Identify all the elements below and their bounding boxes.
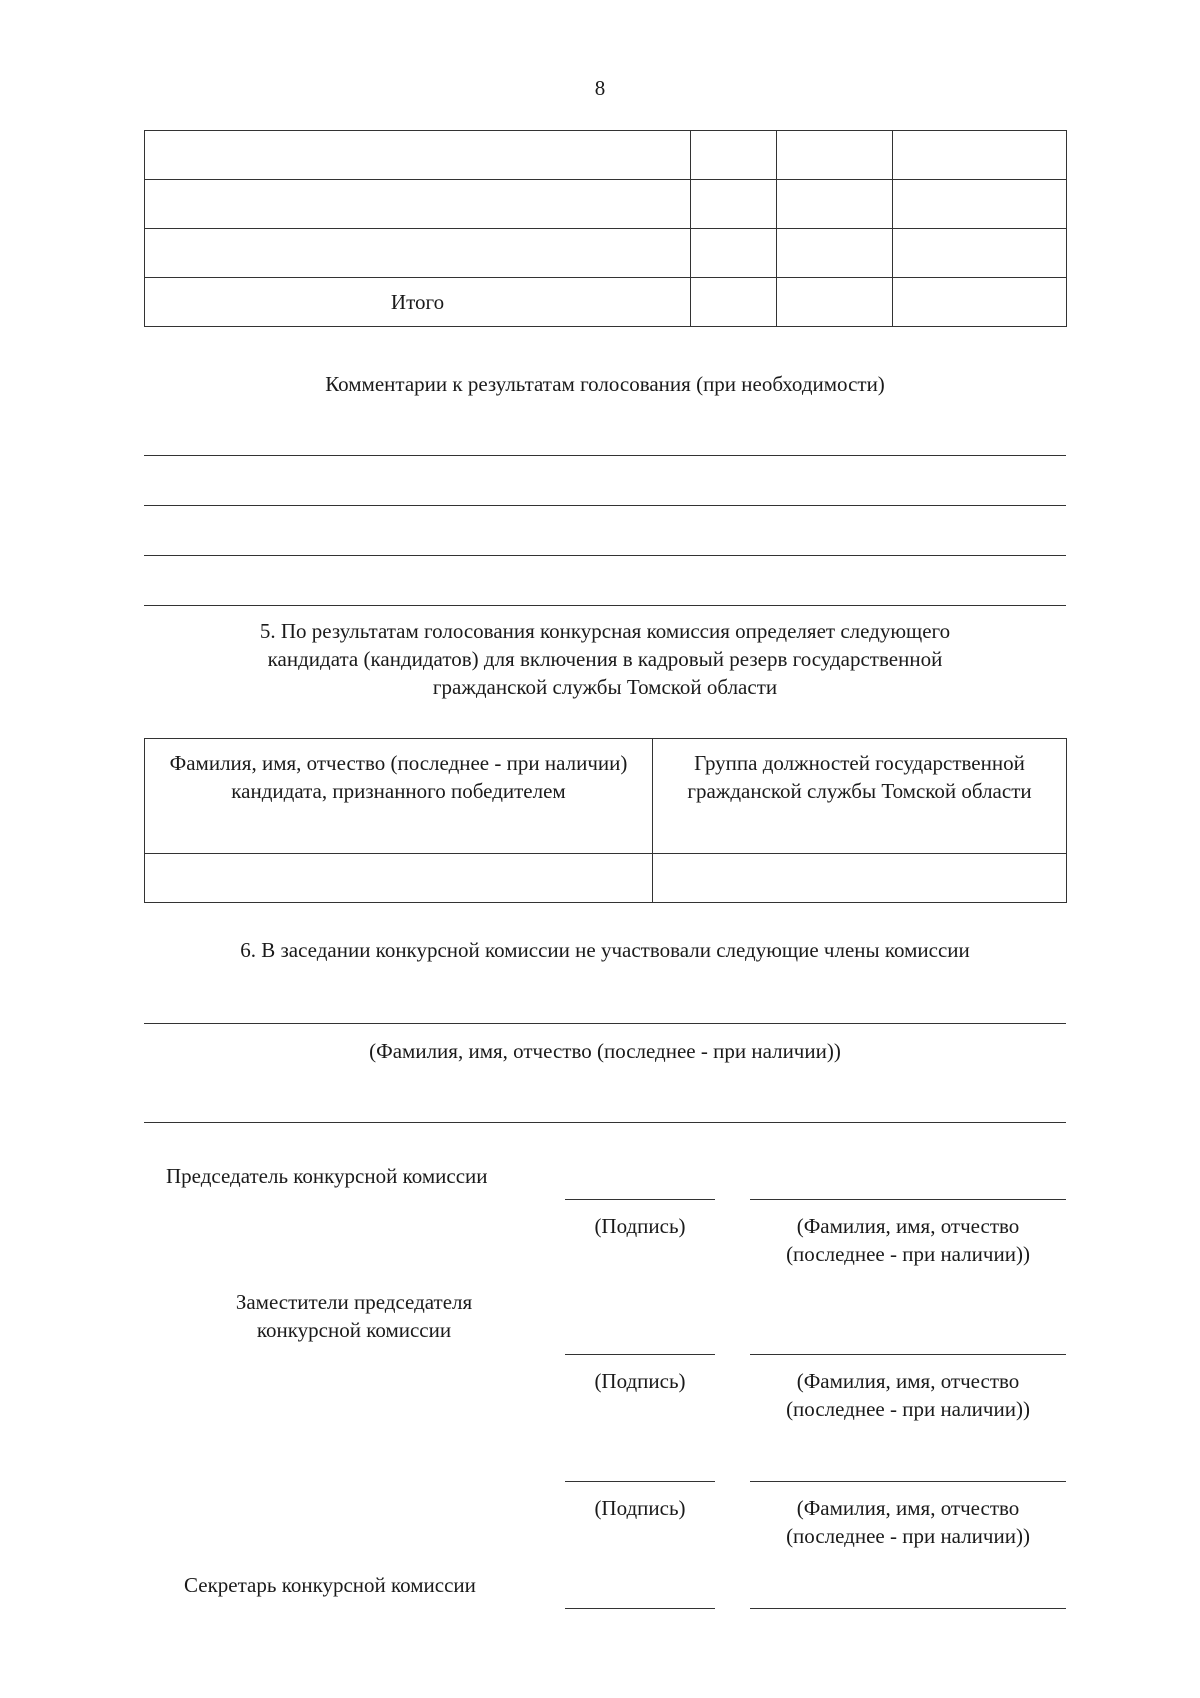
label-line: конкурсной комиссии: [256, 1318, 452, 1342]
table-row: [145, 180, 1067, 229]
table-cell[interactable]: [145, 229, 691, 278]
chairman-label: Председатель конкурсной комиссии: [166, 1164, 488, 1188]
label-line: Заместители председателя: [235, 1290, 473, 1314]
section-5-text: [144, 617, 1066, 701]
table-header-row: [145, 739, 1067, 854]
column-header-position-group: Группа должностей государственной гражданской службы Томской области: [653, 739, 1067, 854]
table-row: [145, 854, 1067, 903]
comments-title: Комментарии к результатам голосования (при необходимости): [325, 372, 885, 396]
text-line: 5. По результатам голосования конкурсная комиссия определяет следующего: [259, 619, 951, 643]
table-cell[interactable]: [145, 131, 691, 180]
total-label: Итого: [145, 278, 691, 327]
name-line[interactable]: [750, 1354, 1066, 1355]
signature-caption: (Подпись): [594, 1496, 686, 1520]
absent-members-line[interactable]: [144, 1122, 1066, 1123]
column-header-candidate: Фамилия, имя, отчество (последнее - при наличии) кандидата, признанного победителем: [145, 739, 653, 854]
caption-line: (последнее - при наличии)): [786, 1242, 1030, 1266]
table-cell[interactable]: [893, 180, 1067, 229]
signature-caption: (Подпись): [594, 1214, 686, 1238]
table-cell[interactable]: [893, 131, 1067, 180]
comment-line[interactable]: [144, 455, 1066, 456]
name-caption: [750, 1494, 1066, 1550]
absent-members-caption: (Фамилия, имя, отчество (последнее - при наличии)): [369, 1039, 841, 1063]
table-cell[interactable]: [691, 278, 777, 327]
signature-line[interactable]: [565, 1354, 715, 1355]
winner-table: [144, 738, 1067, 903]
table-cell[interactable]: [691, 131, 777, 180]
caption-line: (Фамилия, имя, отчество: [796, 1214, 1020, 1238]
comment-line[interactable]: [144, 605, 1066, 606]
candidate-cell[interactable]: [145, 854, 653, 903]
text-line: гражданской службы Томской области: [432, 675, 778, 699]
table-cell[interactable]: [691, 180, 777, 229]
text-line: кандидата (кандидатов) для включения в кадровый резерв государственной: [267, 647, 943, 671]
comment-line[interactable]: [144, 555, 1066, 556]
position-group-cell[interactable]: [653, 854, 1067, 903]
table-row: [145, 131, 1067, 180]
table-cell[interactable]: [893, 229, 1067, 278]
table-cell[interactable]: [893, 278, 1067, 327]
name-line[interactable]: [750, 1199, 1066, 1200]
name-line[interactable]: [750, 1608, 1066, 1609]
table-cell[interactable]: [777, 131, 893, 180]
caption-line: (Фамилия, имя, отчество: [796, 1496, 1020, 1520]
table-cell[interactable]: [691, 229, 777, 278]
table-cell[interactable]: [777, 229, 893, 278]
table-cell[interactable]: [777, 278, 893, 327]
signature-line[interactable]: [565, 1481, 715, 1482]
signature-caption: (Подпись): [594, 1369, 686, 1393]
page-number: 8: [594, 76, 606, 100]
name-caption: [750, 1212, 1066, 1268]
voting-results-table: [144, 130, 1067, 327]
table-cell[interactable]: [145, 180, 691, 229]
name-line[interactable]: [750, 1481, 1066, 1482]
table-row: [145, 229, 1067, 278]
secretary-label: Секретарь конкурсной комиссии: [184, 1573, 476, 1597]
caption-line: (Фамилия, имя, отчество: [796, 1369, 1020, 1393]
signature-line[interactable]: [565, 1608, 715, 1609]
caption-line: (последнее - при наличии)): [786, 1397, 1030, 1421]
signature-line[interactable]: [565, 1199, 715, 1200]
deputies-label: [166, 1288, 542, 1344]
table-cell[interactable]: [777, 180, 893, 229]
section-6-text: 6. В заседании конкурсной комиссии не участвовали следующие члены комиссии: [240, 938, 970, 962]
caption-line: (последнее - при наличии)): [786, 1524, 1030, 1548]
name-caption: [750, 1367, 1066, 1423]
absent-members-line[interactable]: [144, 1023, 1066, 1024]
total-row: [145, 278, 1067, 327]
comment-line[interactable]: [144, 505, 1066, 506]
